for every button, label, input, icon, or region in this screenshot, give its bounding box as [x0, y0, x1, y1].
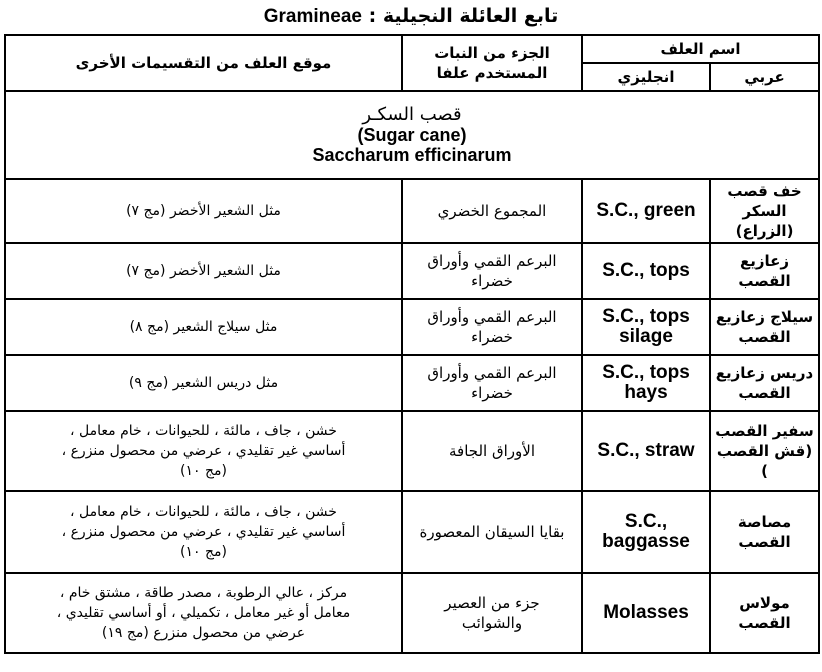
feed-location-cell	[5, 491, 402, 573]
feed-location-cell	[5, 411, 402, 491]
table-row	[5, 179, 819, 243]
feed-arabic-name-line: (الزراع)	[735, 222, 794, 240]
plant-part-line: خضراء	[471, 328, 513, 346]
plant-part-line: جزء من العصير	[444, 594, 540, 612]
feed-arabic-name-line: خف قصب السكر	[727, 182, 802, 220]
table-row	[5, 411, 819, 491]
feed-table	[4, 34, 820, 654]
location-header: موقع العلف من التقسيمات الأخرى	[5, 35, 402, 91]
section-row	[5, 91, 819, 179]
plant-part-cell	[402, 179, 582, 243]
feed-rows	[5, 179, 819, 653]
plant-part-cell	[402, 355, 582, 411]
feed-english-name-cell	[582, 355, 710, 411]
feed-location-line: أساسي غير تقليدي ، عرضي من محصول منزرع ،	[61, 524, 346, 540]
section-english: (Sugar cane)	[357, 125, 467, 145]
table-row	[5, 355, 819, 411]
plant-part-line: خضراء	[471, 272, 513, 290]
feed-arabic-name-cell	[710, 491, 819, 573]
feed-arabic-name-line: دريس زعازيع	[715, 364, 814, 382]
feed-location-cell	[5, 355, 402, 411]
feed-english-name-cell	[582, 243, 710, 299]
plant-part-line: والشوائب	[461, 614, 523, 632]
feed-location-line: مثل دريس الشعير (مج ٩)	[128, 375, 279, 391]
feed-arabic-name-line: القصب	[738, 328, 791, 346]
plant-part-line: بقايا السيقان المعصورة	[419, 523, 565, 541]
section-cell	[5, 91, 819, 179]
feed-arabic-name-line: القصب	[738, 384, 791, 402]
header-row-1	[5, 35, 819, 63]
feed-english-name-cell	[582, 179, 710, 243]
section-scientific: Saccharum efficinarum	[312, 145, 512, 165]
feed-english-name-line: S.C.,	[624, 511, 668, 532]
feed-location-line: أساسي غير تقليدي ، عرضي من محصول منزرع ،	[61, 443, 346, 459]
feed-arabic-name-line: سفير القصب	[715, 422, 814, 440]
feed-english-name-line: Molasses	[603, 602, 689, 623]
feed-english-name-line: S.C., straw	[597, 440, 695, 461]
plant-part-line: المجموع الخضري	[437, 202, 547, 220]
page-title	[0, 4, 822, 29]
feed-english-name-cell	[582, 573, 710, 653]
table-row	[5, 299, 819, 355]
feed-arabic-name-cell	[710, 179, 819, 243]
feed-location-line: (مج ١٠)	[180, 544, 227, 560]
plant-part-header-line2: المستخدم علفا	[436, 64, 548, 82]
title-arabic: تابع العائلة النجيلية :	[368, 5, 559, 27]
feed-arabic-name-cell	[710, 299, 819, 355]
feed-location-line: (مج ١٠)	[180, 463, 227, 479]
table-row	[5, 243, 819, 299]
feed-location-line: مثل الشعير الأخضر (مج ٧)	[126, 263, 281, 279]
arabic-header: عربي	[710, 63, 819, 91]
feed-english-name-line: S.C., tops	[602, 306, 690, 327]
feed-arabic-name-cell	[710, 355, 819, 411]
section-arabic: قصب السكـر	[362, 104, 462, 125]
plant-part-line: الأوراق الجافة	[449, 442, 535, 460]
plant-part-line: البرعم القمي وأوراق	[427, 252, 557, 270]
feed-location-line: مثل الشعير الأخضر (مج ٧)	[126, 203, 281, 219]
feed-location-cell	[5, 179, 402, 243]
plant-part-cell	[402, 299, 582, 355]
english-header: انجليزي	[582, 63, 710, 91]
feed-english-name-cell	[582, 299, 710, 355]
feed-english-name-cell	[582, 411, 710, 491]
plant-part-cell	[402, 243, 582, 299]
feed-arabic-name-cell	[710, 573, 819, 653]
table-row	[5, 491, 819, 573]
feed-arabic-name-line: سيلاج زعازيع	[715, 308, 814, 326]
plant-part-line: خضراء	[471, 384, 513, 402]
feed-arabic-name-line: (قش القصب )	[716, 442, 813, 480]
feed-english-name-line: baggasse	[602, 531, 690, 552]
feed-english-name-line: hays	[624, 382, 668, 403]
feed-english-name-line: S.C., tops	[602, 362, 690, 383]
feed-location-line: عرضي من محصول منزرع (مج ١٩)	[101, 625, 306, 641]
plant-part-header-line1: الجزء من النبات	[434, 44, 550, 62]
plant-part-cell	[402, 491, 582, 573]
feed-location-cell	[5, 573, 402, 653]
feed-location-line: معامل أو غير معامل ، تكميلي ، أو أساسي تقليدي ،	[56, 605, 351, 621]
feed-location-line: مركز ، عالي الرطوبة ، مصدر طاقة ، مشتق خام ،	[59, 585, 348, 601]
feed-location-cell	[5, 299, 402, 355]
feed-english-name-cell	[582, 491, 710, 573]
feed-english-name-line: silage	[619, 326, 673, 347]
title-latin: Gramineae	[263, 6, 362, 27]
plant-part-line: البرعم القمي وأوراق	[427, 364, 557, 382]
feed-arabic-name-line: زعازيع القصب	[738, 252, 791, 290]
plant-part-line: البرعم القمي وأوراق	[427, 308, 557, 326]
feed-location-line: مثل سيلاج الشعير (مج ٨)	[129, 319, 278, 335]
feed-location-line: خشن ، جاف ، مالئة ، للحيوانات ، خام معامل ،	[70, 504, 337, 520]
feed-name-header: اسم العلف	[582, 35, 819, 63]
table-row	[5, 573, 819, 653]
feed-arabic-name-cell	[710, 411, 819, 491]
feed-english-name-line: S.C., tops	[602, 260, 690, 281]
feed-arabic-name-cell	[710, 243, 819, 299]
feed-arabic-name-line: مولاس القصب	[738, 594, 791, 632]
plant-part-header	[402, 35, 582, 91]
plant-part-cell	[402, 573, 582, 653]
feed-arabic-name-line: مصاصة القصب	[737, 513, 792, 551]
plant-part-cell	[402, 411, 582, 491]
feed-location-line: خشن ، جاف ، مالئة ، للحيوانات ، خام معامل ،	[70, 423, 337, 439]
feed-location-cell	[5, 243, 402, 299]
feed-english-name-line: S.C., green	[596, 200, 696, 221]
